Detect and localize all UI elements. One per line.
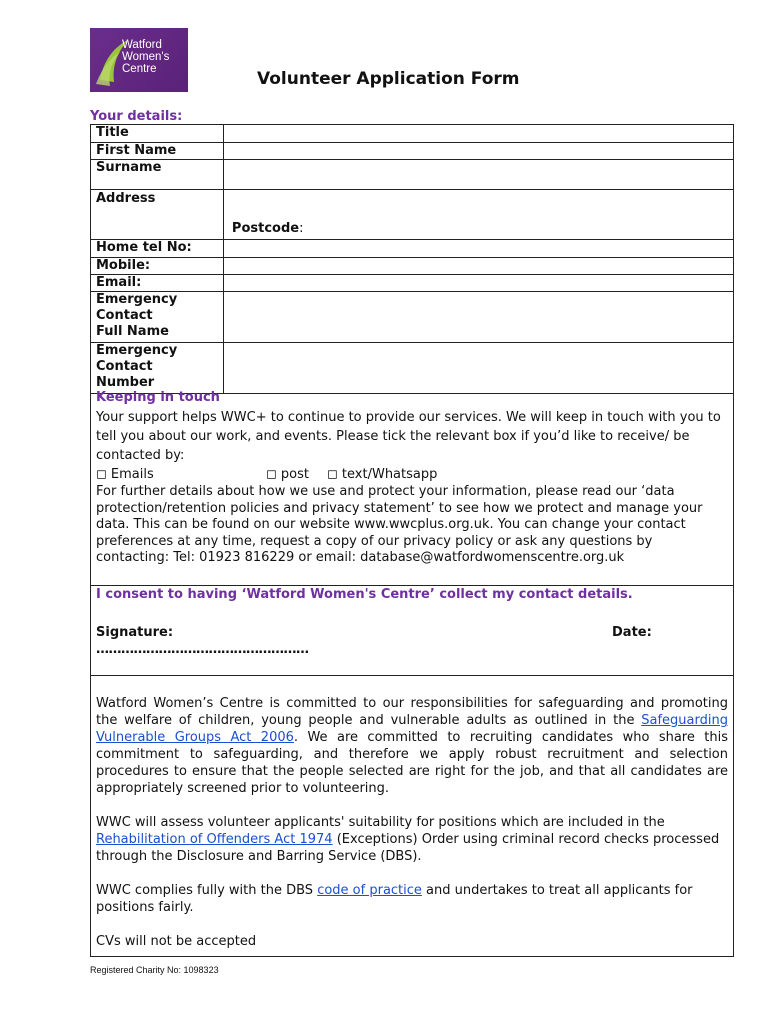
title-label: Title	[91, 125, 224, 143]
rehabilitation-act-link[interactable]: Rehabilitation of Offenders Act 1974	[96, 832, 333, 847]
emergency-number-field[interactable]	[223, 343, 733, 394]
text-whatsapp-checkbox[interactable]: ◻ text/Whatsapp	[327, 467, 438, 482]
consent-section	[90, 586, 734, 676]
table-row	[91, 143, 734, 160]
logo-line-1: Watford	[122, 39, 162, 51]
title-field[interactable]	[223, 125, 733, 143]
rehabilitation-text: WWC will assess volunteer applicants' suitability for positions which are included in the	[96, 815, 665, 830]
dbs-text: WWC complies fully with the DBS	[96, 883, 318, 898]
date-label: Date:	[612, 625, 652, 640]
table-row	[91, 258, 734, 275]
emergency-name-line: Contact	[96, 308, 153, 323]
table-row	[91, 190, 734, 240]
privacy-text: For further details about how we use and protect your information, please read our ‘data protection/retention policies and privacy statement’ to see how we protect and manage your data. This can be found on our website www.wwcplus.org.uk. You can change your contact preferences at any time, request a copy of our privacy policy or ask any questions by contacting: Tel: 01923 816229 or email: database@watfordwomenscentre.org.uk	[96, 484, 703, 565]
cv-notice: CVs will not be accepted	[96, 934, 257, 949]
emergency-name-line: Emergency	[96, 292, 178, 307]
keeping-in-touch-section	[90, 389, 734, 586]
emergency-number-label	[91, 343, 224, 394]
address-field[interactable]	[223, 190, 733, 240]
table-row	[91, 125, 734, 143]
signature-line[interactable]: ……………………………………………	[96, 642, 309, 657]
emergency-name-label	[91, 292, 224, 343]
signature-row	[96, 625, 728, 643]
surname-field[interactable]	[223, 160, 733, 190]
surname-label: Surname	[91, 160, 224, 190]
postcode-label	[232, 221, 304, 237]
table-row	[91, 292, 734, 343]
page-title: Volunteer Application Form	[257, 69, 520, 89]
contact-options	[96, 465, 728, 484]
details-table	[90, 124, 734, 394]
emails-checkbox[interactable]: ◻ Emails	[96, 467, 154, 482]
first-name-field[interactable]	[223, 143, 733, 160]
postcode-text: Postcode	[231, 221, 300, 236]
table-row	[91, 240, 734, 258]
wwc-logo	[90, 28, 188, 92]
safeguarding-text: Watford Women’s Centre is committed to our responsibilities for safeguarding and promoting the welfare of children, young people and vulnerable adults as outlined in the	[96, 696, 728, 728]
safeguarding-paragraph	[96, 695, 728, 797]
dbs-paragraph	[96, 882, 728, 916]
email-field[interactable]	[223, 275, 733, 292]
rehabilitation-text: (Exceptions) Order using criminal record checks processed through the Disclosure and Barring Service (DBS).	[96, 832, 720, 864]
address-label: Address	[91, 190, 224, 240]
dbs-text: and undertakes to treat all applicants for positions fairly.	[96, 883, 693, 915]
logo-line-3: Centre	[122, 63, 157, 75]
safeguarding-text: . We are committed to recruiting candidates who share this commitment to safeguarding, and therefore we apply robust recruitment and selection procedures to ensure that the people selected are right for the job, and that all candidates are appropriately screened prior to volunteering.	[96, 730, 729, 796]
keeping-heading: Keeping in touch	[96, 390, 220, 405]
emergency-number-line: Number	[96, 375, 155, 390]
mobile-field[interactable]	[223, 258, 733, 275]
home-tel-field[interactable]	[223, 240, 733, 258]
code-of-practice-link[interactable]: code of practice	[317, 883, 422, 898]
details-heading: Your details:	[90, 109, 183, 124]
emergency-number-line: Contact	[96, 359, 153, 374]
emergency-name-field[interactable]	[223, 292, 733, 343]
keeping-intro: Your support helps WWC+ to continue to provide our services. We will keep in touch with you to tell you about our work, and events. Please tick the relevant box if you’d like to receive/ be contacted by:	[96, 410, 721, 463]
mobile-label: Mobile:	[91, 258, 224, 275]
post-checkbox[interactable]: ◻ post	[266, 467, 309, 482]
safeguarding-act-link[interactable]: Safeguarding Vulnerable Groups Act 2006	[96, 713, 728, 745]
email-label: Email:	[91, 275, 224, 292]
safeguarding-section	[90, 676, 734, 957]
emergency-name-line: Full Name	[96, 324, 169, 339]
table-row	[91, 275, 734, 292]
first-name-label: First Name	[91, 143, 224, 160]
postcode-colon: :	[299, 221, 304, 236]
charity-number: Registered Charity No: 1098323	[90, 965, 219, 975]
signature-label: Signature:	[96, 625, 174, 640]
emergency-number-line: Emergency	[96, 343, 178, 358]
rehabilitation-paragraph	[96, 814, 728, 865]
home-tel-label: Home tel No:	[91, 240, 224, 258]
consent-statement: I consent to having ‘Watford Women's Centre’ collect my contact details.	[96, 587, 633, 602]
logo-line-2: Women's	[122, 51, 170, 63]
table-row	[91, 160, 734, 190]
table-row	[91, 343, 734, 394]
